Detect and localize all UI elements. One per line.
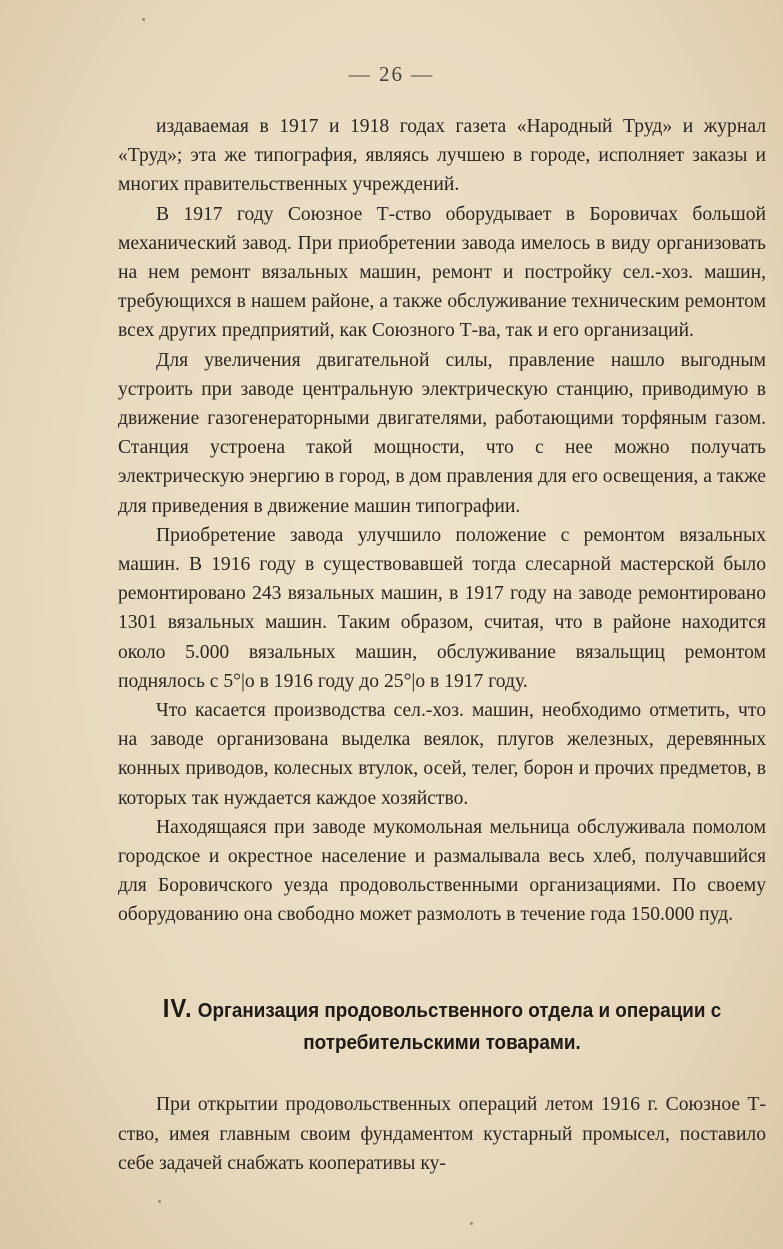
section-paragraph: При открытии продовольственных операций летом 1916 г. Союзное Т-ство, имея главным своим фундаментом кустарный промысел, поставило себе задачей снабжать кооперативы ку-	[118, 1094, 766, 1174]
paragraph-4: Приобретение завода улучшило положение с ремонтом вязальных машин. В 1916 году в существовавшей тогда слесарной мастерской было ремонтировано 243 вязальных машин, в 1917 году на заводе ремонтировано 1301 вязальных машин. Таким образом, считая, что в районе находится около 5.000 вязальных машин, обслуживание вязальщиц ремонтом поднялось с 5°|о в 1916 году до 25°|о в 1917 году.	[118, 524, 766, 692]
paragraph-6: Находящаяся при заводе мукомольная мельница обслуживала помолом городское и окрестное население и размалывала весь хлеб, получавшийся для Боровичского уезда продовольственными организациями. По своему оборудованию она свободно может размолоть в течение года 150.000 пуд.	[118, 816, 766, 926]
page-number: — 26 —	[348, 62, 435, 86]
paragraph-2: В 1917 году Союзное Т-ство оборудывает в Боровичах большой механический завод. При приобретении завода имелось в виду организовать на нем ремонт вязальных машин, ремонт и постройку сел.-хоз. машин, требующихся в нашем районе, а также обслуживание техническим ремонтом всех других предприятий, как Союзного Т-ва, так и его организаций.	[118, 203, 766, 342]
paragraph-5: Что касается производства сел.-хоз. машин, необходимо отметить, что на заводе организована выделка веялок, плугов железных, деревянных конных приводов, колесных втулок, осей, телег, борон и прочих предметов, в которых так нуждается каждое хозяйство.	[118, 700, 766, 809]
section-heading	[144, 992, 740, 1059]
paragraph-3: Для увеличения двигательной силы, правление нашло выгодным устроить при заводе центральную электрическую станцию, приводимую в движение газогенераторными двигателями, работающими торфяным газом. Станция устроена такой мощности, что с нее можно получать электрическую энергию в город, в дом правления для его освещения, а также для приведения в движение машин типографии.	[118, 349, 766, 517]
paper-speck	[158, 1200, 161, 1203]
paper-speck	[142, 18, 145, 21]
paper-speck	[470, 1222, 473, 1225]
section-title: Организация продовольственного отдела и операции с потребительскими товарами.	[197, 999, 722, 1054]
section-text	[118, 1090, 766, 1179]
paragraph-1: издаваемая в 1917 и 1918 годах газета «Народный Труд» и журнал «Труд»; эта же типография, являясь лучшею в городе, исполняет заказы и многих правительственных учреждений.	[118, 116, 766, 196]
body-text	[118, 112, 766, 930]
section-numeral: IV.	[162, 993, 193, 1023]
